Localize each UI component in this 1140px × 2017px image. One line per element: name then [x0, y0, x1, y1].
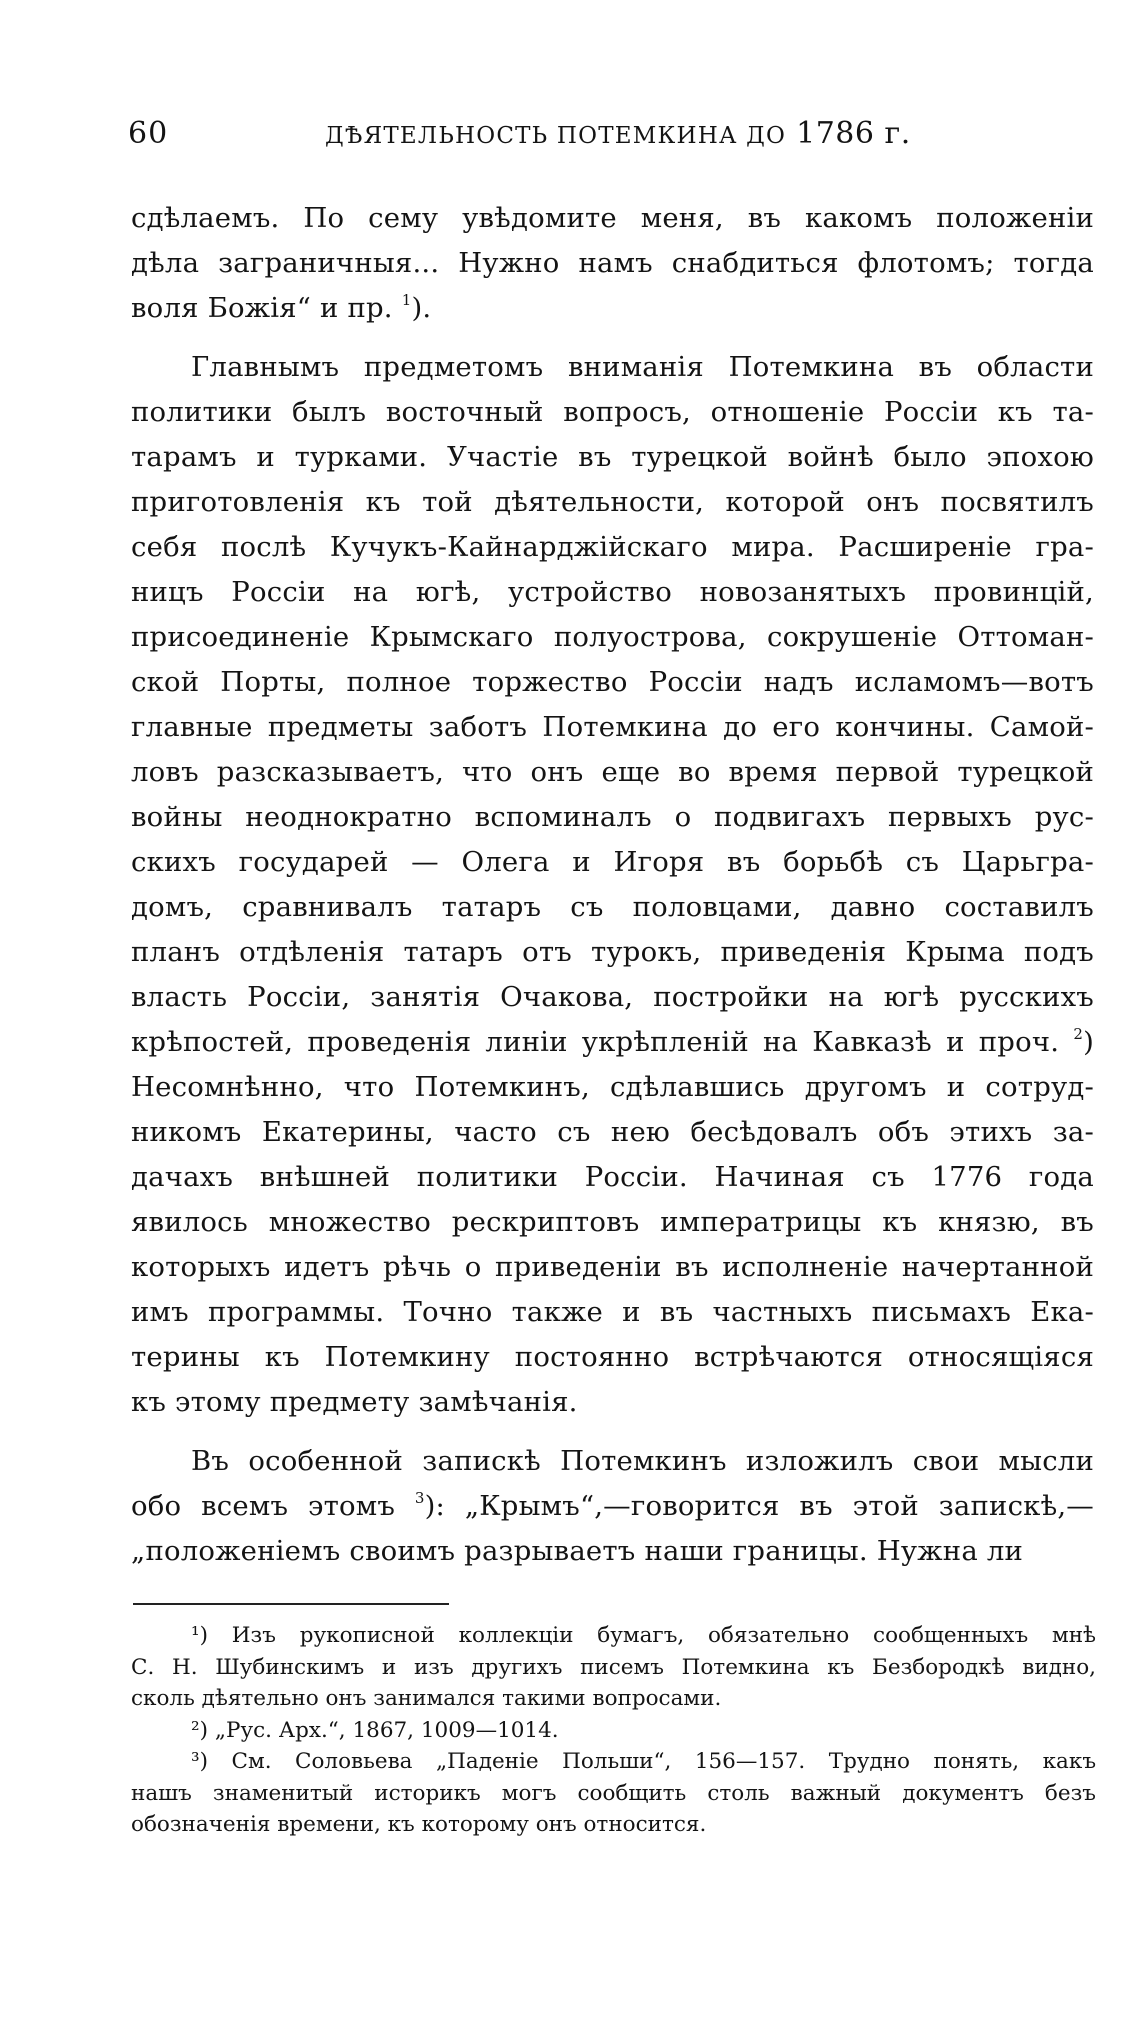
text-line: ской Порты, полное торжество Россіи надъ исламомъ—вотъ: [131, 666, 1094, 698]
text-line: [131, 286, 1094, 331]
text-line: [131, 1020, 1094, 1065]
line-text: ): „Крымъ“,—говорится въ этой запискѣ,—: [424, 1490, 1094, 1522]
text-line: дачахъ внѣшней политики Россіи. Начиная съ 1776 года: [131, 1161, 1094, 1193]
page-header: [128, 116, 911, 156]
running-title-year: 1786 г.: [796, 116, 911, 151]
text-line: себя послѣ Кучукъ-Кайнарджійскаго мира. Расширеніе гра-: [131, 531, 1094, 563]
text-line: тарамъ и турками. Участіе въ турецкой войнѣ было эпохою: [131, 441, 1094, 473]
running-title-text: ДѢЯТЕЛЬНОСТЬ ПОТЕМКИНА ДО: [325, 123, 787, 149]
page-number: 60: [128, 116, 169, 151]
footnote-line: С. Н. Шубинскимъ и изъ другихъ писемъ Потемкина къ Безбородкѣ видно,: [131, 1654, 1096, 1680]
footnote-reference: 1: [401, 291, 412, 309]
footnote-reference: 3: [414, 1489, 425, 1507]
footnote: [131, 1715, 1091, 1747]
text-line: явилось множество рескриптовъ императрицы къ князю, въ: [131, 1206, 1094, 1238]
text-line: терины къ Потемкину постоянно встрѣчаются относящіяся: [131, 1341, 1094, 1373]
text-line: къ этому предмету замѣчанія.: [131, 1386, 578, 1418]
body-lines: [131, 196, 1094, 1574]
footnote-line: ³) См. Соловьева „Паденіе Польши“, 156—157. Трудно понять, какъ: [191, 1749, 1096, 1774]
text-line: власть Россіи, занятія Очакова, постройки на югѣ русскихъ: [131, 981, 1094, 1013]
text-line: Несомнѣнно, что Потемкинъ, сдѣлавшись другомъ и сотруд-: [131, 1071, 1094, 1103]
text-line: ницъ Россіи на югѣ, устройство новозанятыхъ провинцій,: [131, 576, 1094, 608]
paragraph-gap: [131, 1425, 1091, 1439]
text-line: скихъ государей — Олега и Игоря въ борьбѣ съ Царьгра-: [131, 846, 1094, 878]
text-line: имъ программы. Точно также и въ частныхъ письмахъ Ека-: [131, 1296, 1094, 1328]
text-line: приготовленія къ той дѣятельности, которой онъ посвятилъ: [131, 486, 1094, 518]
text-line: которыхъ идетъ рѣчь о приведеніи въ исполненіе начертанной: [131, 1251, 1094, 1283]
footnote-line: ¹) Изъ рукописной коллекціи бумагъ, обязательно сообщенныхъ мнѣ: [191, 1623, 1096, 1648]
text-line: политики былъ восточный вопросъ, отношеніе Россіи къ та-: [131, 396, 1094, 428]
footnote-line: сколь дѣятельно онъ занимался такими вопросами.: [131, 1686, 722, 1711]
line-text: обо всемъ этомъ: [131, 1490, 415, 1522]
text-line: никомъ Екатерины, часто съ нею бесѣдовалъ объ этихъ за-: [131, 1116, 1094, 1148]
text-line: Въ особенной запискѣ Потемкинъ изложилъ свои мысли: [191, 1445, 1094, 1477]
footnote-line: ²) „Рус. Арх.“, 1867, 1009—1014.: [191, 1717, 559, 1743]
text-line: ловъ разсказываетъ, что онъ еще во время первой турецкой: [131, 756, 1094, 788]
text-line: войны неоднократно вспоминалъ о подвигахъ первыхъ рус-: [131, 801, 1094, 833]
text-line: Главнымъ предметомъ вниманія Потемкина въ области: [191, 351, 1094, 383]
body-text: [131, 196, 1094, 1574]
text-line: планъ отдѣленія татаръ отъ турокъ, приведенія Крыма подъ: [131, 936, 1094, 968]
text-line: сдѣлаемъ. По сему увѣдомите меня, въ какомъ положеніи: [131, 202, 1094, 234]
line-text: ): [1083, 1026, 1094, 1058]
running-title: [325, 116, 911, 151]
footnote: [131, 1746, 1096, 1841]
footnote-reference: 2: [1073, 1025, 1084, 1043]
text-line: [131, 1484, 1094, 1529]
footnotes: [131, 1620, 1096, 1841]
line-text: ).: [411, 292, 432, 324]
text-line: домъ, сравнивалъ татаръ съ половцами, давно составилъ: [131, 891, 1094, 923]
paragraph-gap: [131, 331, 1091, 345]
text-line: дѣла заграничныя... Нужно намъ снабдиться флотомъ; тогда: [131, 247, 1094, 279]
text-line: „положеніемъ своимъ разрываетъ наши границы. Нужна ли: [131, 1535, 1024, 1567]
footnote: [131, 1620, 1096, 1715]
line-text: воля Божія“ и пр.: [131, 292, 402, 324]
text-line: присоединеніе Крымскаго полуострова, сокрушеніе Оттоман-: [131, 621, 1094, 653]
text-line: главные предметы заботъ Потемкина до его кончины. Самой-: [131, 711, 1094, 743]
footnote-line: нашъ знаменитый историкъ могъ сообщить столь важный документъ безъ: [131, 1780, 1096, 1806]
line-text: крѣпостей, проведенія линіи укрѣпленій на Кавказѣ и проч.: [131, 1026, 1074, 1058]
footnote-line: обозначенія времени, къ которому онъ относится.: [131, 1812, 707, 1837]
footnote-separator: [133, 1603, 449, 1605]
